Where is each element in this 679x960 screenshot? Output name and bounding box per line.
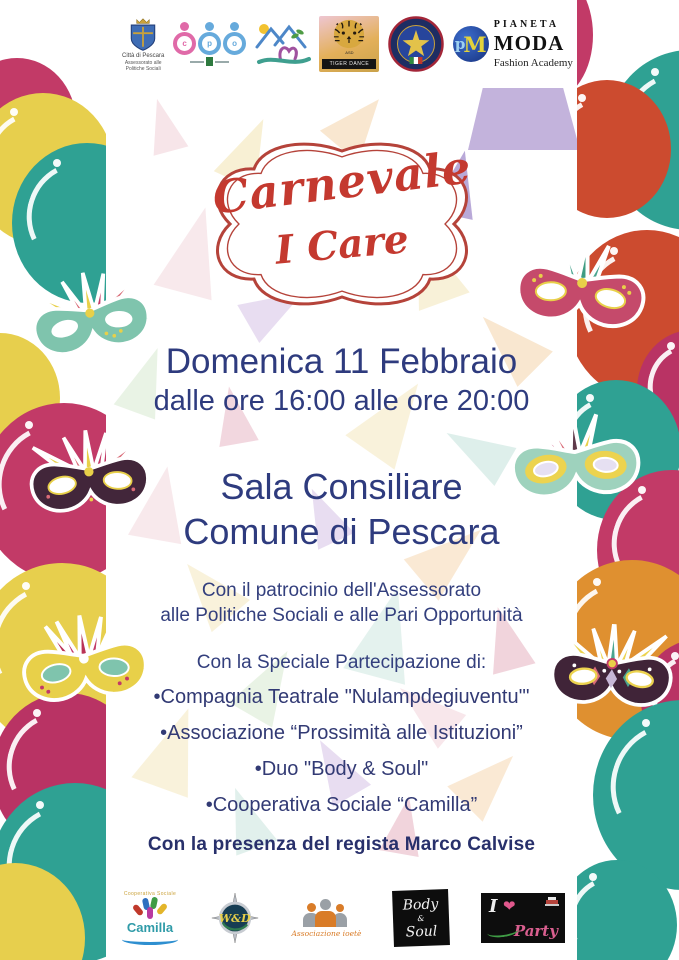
pianeta-word: PIANETA: [493, 19, 560, 30]
title-line2: I Care: [272, 216, 411, 274]
citta-di-pescara-logo: [122, 17, 164, 72]
event-time: dalle ore 16:00 alle ore 20:00: [153, 385, 530, 417]
carnival-mask: [12, 608, 157, 711]
footer-logo-strip: [122, 882, 565, 954]
pm-globe-icon: [453, 26, 489, 62]
cake-icon: [545, 897, 559, 909]
star-badge-icon: [388, 16, 444, 72]
pianeta-moda-logo: [453, 19, 573, 69]
party-word: Party: [513, 922, 558, 940]
body-and-soul-logo: [392, 889, 450, 947]
patronage-text: [106, 578, 577, 628]
ioete-figures-icon: [302, 899, 350, 927]
camilla-swoosh-icon: [122, 934, 178, 945]
venue-line1: Sala Consiliare: [220, 466, 463, 507]
participant-item: •Duo "Body & Soul": [254, 758, 429, 780]
mountain-sun-icon: [255, 20, 311, 68]
figure-head-icon: [180, 22, 189, 31]
ioete-label: Associazione ioetè: [291, 928, 362, 938]
ampersand: &: [417, 913, 425, 923]
cpo-letter-c: c: [173, 32, 196, 55]
associazione-ioete-logo: [291, 899, 361, 938]
pescara-coat-of-arms-icon: [127, 17, 159, 53]
party-i-letter: I: [488, 896, 498, 917]
figure-icon: [156, 902, 168, 915]
pescara-logo-line1: Città di Pescara: [122, 52, 165, 59]
pianeta-moda-wordmark: [494, 19, 573, 69]
figure-head-icon: [230, 22, 239, 31]
participant-item: •Cooperativa Sociale “Camilla”: [205, 794, 478, 816]
participant-item: •Associazione “Prossimità alle Istituzioni”: [160, 722, 523, 744]
tiger-dance-logo: [319, 16, 379, 72]
moda-word: MODA: [493, 31, 565, 55]
wd-label: W&D: [218, 912, 251, 925]
director-presence-line: Con la presenza del regista Marco Calvise: [147, 834, 536, 855]
cpo-sub-marks: [190, 57, 229, 66]
wd-logo: [210, 891, 260, 945]
tiger-dance-label: TIGER DANCE: [322, 59, 376, 69]
cpo-figure: [173, 22, 196, 55]
participation-heading: Con la Speciale Partecipazione di:: [196, 652, 487, 673]
i-love-party-logo: [481, 893, 565, 943]
tiger-asd-label: ASD: [345, 50, 354, 55]
cpo-figure: [223, 22, 246, 55]
mountain-association-logo: [255, 20, 311, 68]
camilla-figures-icon: [132, 897, 168, 921]
body-word: Body: [402, 895, 439, 914]
tiny-text-bar: [215, 61, 229, 63]
cpo-letter-p: p: [198, 32, 221, 55]
pm-letter-p: p: [454, 35, 466, 53]
pm-letter-m: M: [463, 31, 487, 57]
title-frame: [192, 126, 492, 322]
star-emblem-logo: [388, 16, 444, 72]
cooperativa-camilla-logo: [122, 891, 178, 945]
heart-icon: ❤: [502, 898, 516, 915]
soul-word: Soul: [405, 922, 438, 941]
pescara-logo-line3: Politiche Sociali: [125, 65, 161, 72]
camilla-arc-text: Cooperativa Sociale: [123, 891, 177, 897]
cake-plate: [545, 904, 559, 906]
cpo-figure: [198, 22, 221, 55]
fashion-academy-word: Fashion Academy: [493, 57, 573, 69]
carnival-mask: [21, 424, 158, 520]
tiger-face-icon: [329, 18, 369, 50]
figure-body-icon: [315, 911, 336, 927]
participants-list: [106, 686, 577, 817]
camilla-label: Camilla: [126, 920, 174, 935]
pescara-logo-line2: Assessorato alle: [124, 59, 162, 66]
figure-head-icon: [336, 904, 344, 912]
cpo-figures-icon: [173, 22, 246, 55]
title-line1: Carnevale: [209, 140, 474, 225]
carnival-mask: [502, 405, 648, 507]
carnival-mask: [507, 230, 657, 338]
figure-head-icon: [320, 899, 331, 910]
cpo-logo: [173, 22, 246, 66]
green-emblem-icon: [206, 57, 213, 66]
cpo-letter-o: o: [223, 32, 246, 55]
carnival-mask: [544, 621, 679, 715]
venue-line2: Comune di Pescara: [183, 511, 500, 552]
figure-icon: [147, 907, 153, 919]
patronage-line1: Con il patrocinio dell'Assessorato: [201, 580, 482, 601]
header-logo-strip: [122, 10, 573, 78]
tiny-text-bar: [190, 61, 204, 63]
patronage-line2: alle Politiche Sociali e alle Pari Opportunità: [160, 605, 523, 626]
participant-item: •Compagnia Teatrale "Nulampdegiuventu'": [153, 686, 530, 708]
event-date: Domenica 11 Febbraio: [165, 342, 518, 381]
figure-head-icon: [307, 903, 316, 912]
figure-head-icon: [205, 22, 214, 31]
